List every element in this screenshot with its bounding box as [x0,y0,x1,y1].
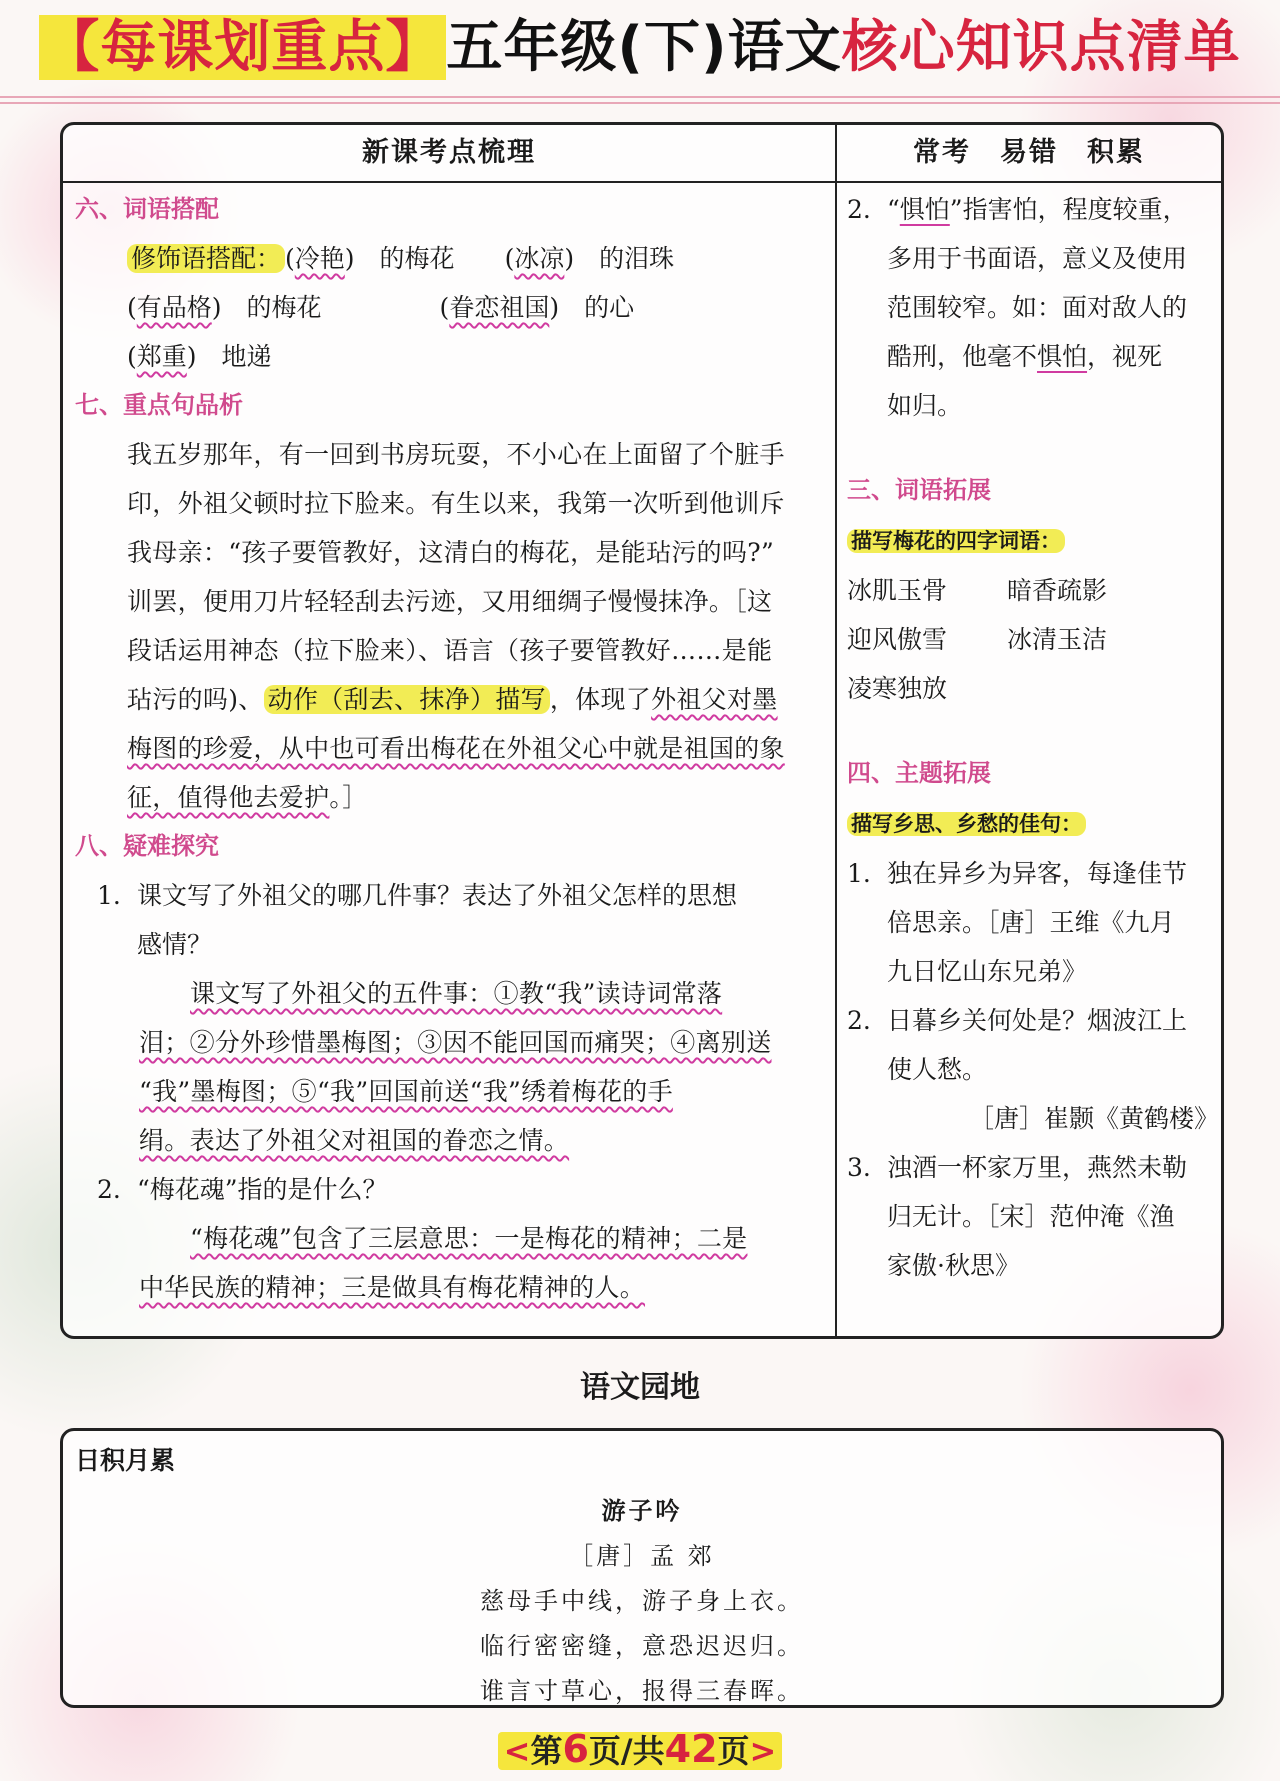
idiom-row-1: 冰肌玉骨 暗香疏影 [847,576,1108,605]
header-divider [63,181,1221,183]
poem-quote-2: 2. 日暮乡关何处是？烟波江上 使人愁。 ［唐］崔颢《黄鹤楼》 [847,1006,1219,1133]
idiom-row-2: 迎风傲雪 冰清玉洁 [847,625,1108,654]
answer-2: “梅花魂”包含了三层意思：一是梅花的精神；二是 中华民族的精神；三是做具有梅花精神的人。 [139,1224,748,1302]
section-4-subheading: 描写乡思、乡愁的佳句： [847,812,1086,836]
section-7-heading: 七、重点句品析 [75,391,243,419]
poem-line: 谁言寸草心，报得三春晖。 [480,1677,804,1705]
chinese-garden-title: 语文园地 [580,1370,700,1405]
current-page: 6 [562,1727,589,1771]
daily-accumulation-box [60,1428,1224,1708]
page-header [0,0,1280,96]
poem-title: 游子吟 [601,1497,683,1525]
left-column-header: 新课考点梳理 [362,137,536,168]
section-3-heading: 三、词语拓展 [847,476,991,504]
left-column [75,185,827,1312]
header-title-black: 五年级(下)语文 [446,15,842,80]
section-6-heading: 六、词语搭配 [75,195,219,223]
section-4-heading: 四、主题拓展 [847,759,991,787]
page-indicator: <第6页/共42页> [0,1726,1280,1772]
analysis-paragraph: 我五岁那年，有一回到书房玩耍，不小心在上面留了个脏手 印，外祖父顿时拉下脸来。有生以来，我第一次听到他训斥 我母亲：“孩子要管教好，这清白的梅花，是能玷污的吗?” 训罢，便用刀片轻轻刮去污迹，又用细绸子慢慢抹净。［这 段话运用神态（拉下脸来）、语言（孩子要管教好……是能 玷污的吗)、 动作（刮去、抹净）描写 ，体现了外祖父对墨 梅图的珍爱，从中也可看出梅花在外祖父心中就是祖国的象 征，值得他去爱护。］ [127,440,785,812]
collocation-row-2: (有品格) 的梅花 (眷恋祖国) 的心 [127,293,635,322]
right-column-header: 常考 易错 积累 [913,137,1145,168]
collocation-label: 修饰语搭配： [127,244,285,273]
total-pages: 42 [664,1727,718,1771]
collocation-row-1: 修饰语搭配： (冷艳) 的梅花 (冰凉) 的泪珠 [75,234,827,283]
idiom-row-3: 凌寒独放 [847,674,948,703]
column-divider [835,125,837,1336]
knowledge-table [60,122,1224,1339]
right-column: 2. “惧怕”指害怕，程度较重， 多用于书面语，意义及使用 范围较窄。如：面对敌人的 酷刑，他毫不惧怕，视死 如归。 三、词语拓展 描写梅花的四字词语： 冰肌玉骨 暗香疏影 迎风傲雪 冰清玉洁 凌寒独放 四、主题拓展 描写乡思、乡愁的佳句： 1. 独在异乡为异客，每逢佳节 倍思亲。［唐］王维《九月 九日忆山东兄弟》 2. 日暮乡关何处是？烟波江上 使人愁。 ［唐］崔颢《黄鹤楼》 3. 浊酒一杯家万里，燕然未勒 归无计。［宋］范仲淹《渔 家傲·秋思》 [847,185,1219,1290]
answer-1: 课文写了外祖父的五件事：①教“我”读诗词常落 泪；②分外珍惜墨梅图；③因不能回国而痛哭；④离别送 “我”墨梅图；⑤“我”回国前送“我”绣着梅花的手 绢。表达了外祖父对祖国的眷恋之情。 [139,979,772,1155]
poem-quote-1: 1. 独在异乡为异客，每逢佳节 倍思亲。［唐］王维《九月 九日忆山东兄弟》 [847,859,1188,986]
header-rule-top [0,96,1280,98]
poem-block [63,1489,1221,1714]
poem-line: 慈母手中线，游子身上衣。 [480,1587,804,1615]
collocation-row-3: (郑重) 地递 [127,342,272,371]
item-2: 2. “惧怕”指害怕，程度较重， [847,195,1188,224]
section-8-heading: 八、疑难探究 [75,832,219,860]
poem-quote-3: 3. 浊酒一杯家万里，燕然未勒 归无计。［宋］范仲淹《渔 家傲·秋思》 [847,1153,1188,1280]
header-rule-bottom [0,102,1280,104]
section-3-subheading: 描写梅花的四字词语： [847,529,1065,553]
question-1-cont: 感情？ [137,930,213,959]
prev-arrow: < [503,1732,531,1770]
header-tag: 【每课划重点】 [39,15,446,80]
poem-line: 临行密密缝，意恐迟迟归。 [480,1632,804,1660]
poem-author: ［唐］孟 郊 [569,1542,715,1570]
question-1: 1. 课文写了外祖父的哪几件事？表达了外祖父怎样的思想 [97,881,738,910]
daily-accumulation-heading: 日积月累 [75,1446,176,1475]
header-title-red: 核心知识点清单 [841,15,1241,80]
next-arrow: > [749,1732,777,1770]
action-highlight: 动作（刮去、抹净）描写 [264,685,550,714]
question-2: 2. “梅花魂”指的是什么？ [97,1175,388,1204]
